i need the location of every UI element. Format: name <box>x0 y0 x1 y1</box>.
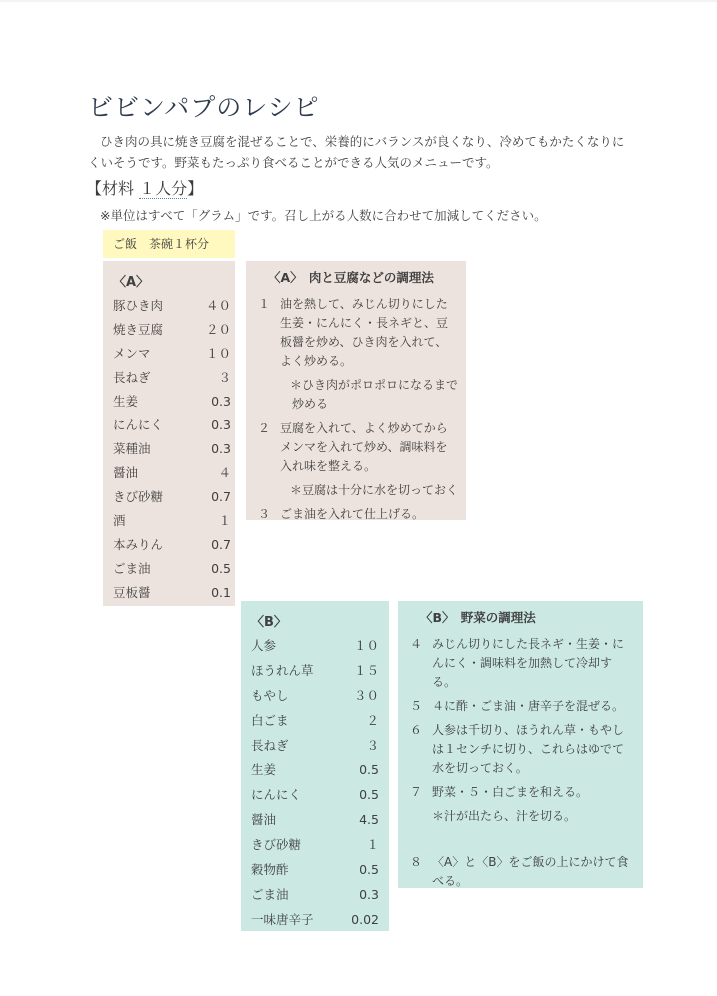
step-number: １ <box>258 297 271 311</box>
materials-heading-serving: １人分 <box>139 179 188 198</box>
ingredient-row <box>251 634 389 659</box>
ingredient-amount: １５ <box>353 662 379 678</box>
intro-paragraph: ひき肉の具に焼き豆腐を混ぜることで、栄養的にバランスが良くなり、冷めてもかたくなりにくいそうです。野菜もたっぷり食べることができる人気のメニューです。 <box>88 134 625 170</box>
ingredient-row <box>251 758 389 783</box>
steps-b-box <box>398 601 643 888</box>
ingredient-amount: 0.02 <box>351 911 379 927</box>
step-text: みじん切りにした長ネギ・生姜・にんにく・調味料を加熱して冷却する。 <box>432 637 625 689</box>
step-4 <box>410 635 635 692</box>
ingredient-row <box>113 437 235 461</box>
ingredient-amount: 0.7 <box>211 489 231 505</box>
ingredient-amount: 0.5 <box>359 762 379 778</box>
materials-heading-prefix: 【材料 <box>86 179 135 198</box>
ingredient-row <box>251 684 389 709</box>
ingredient-name: 本みりん <box>113 536 164 552</box>
ingredient-row <box>113 390 235 414</box>
ingredient-row <box>251 883 389 908</box>
ingredient-amount: ３ <box>218 369 231 385</box>
ingredients-a-header: 〈A〉 <box>113 275 150 290</box>
ingredient-name: 生姜 <box>251 762 277 778</box>
ingredient-amount: 0.7 <box>211 536 231 552</box>
step-text: 豆腐を入れて、よく炒めてからメンマを入れて炒め、調味料を入れ味を整える。 <box>280 421 448 473</box>
ingredient-row <box>113 294 235 318</box>
step-1 <box>258 295 458 371</box>
ingredient-row <box>113 413 235 437</box>
ingredient-row <box>251 908 389 933</box>
ingredient-name: 人参 <box>251 638 277 653</box>
spacer <box>410 831 635 853</box>
ingredient-amount: 0.5 <box>211 560 231 576</box>
step-text: ４に酢・ごま油・唐辛子を混ぜる。 <box>432 699 625 713</box>
ingredient-amount: １０ <box>205 345 231 361</box>
ingredient-name: 醤油 <box>251 812 277 828</box>
unit-note: ※単位はすべて「グラム」です。召し上がる人数に合わせて加減してください。 <box>100 208 547 223</box>
ingredient-name: 一味唐辛子 <box>251 911 314 927</box>
step-note: ＊ひき肉がポロポロになるまで炒める <box>290 378 459 411</box>
ingredient-row <box>113 342 235 366</box>
step-3 <box>258 505 458 524</box>
ingredient-name: きび砂糖 <box>113 489 164 505</box>
ingredients-b-header: 〈B〉 <box>251 615 287 630</box>
ingredient-name: 焼き豆腐 <box>113 321 164 337</box>
ingredient-row <box>113 533 235 557</box>
ingredient-name: 醤油 <box>113 465 139 481</box>
materials-heading-suffix: 】 <box>187 179 204 198</box>
ingredient-name: 穀物酢 <box>251 862 289 878</box>
ingredient-name: 長ねぎ <box>113 369 151 385</box>
ingredient-name: メンマ <box>113 345 151 361</box>
ingredient-row <box>113 461 235 485</box>
step-text: 〈A〉と〈B〉をご飯の上にかけて食べる。 <box>432 855 629 888</box>
ingredient-row <box>113 485 235 509</box>
materials-heading <box>86 176 203 199</box>
ingredient-name: 生姜 <box>113 393 139 409</box>
ingredient-amount: ２ <box>366 712 379 728</box>
steps-a-box <box>246 261 466 520</box>
ingredient-row <box>251 734 389 759</box>
ingredient-name: 酒 <box>113 513 126 529</box>
steps-b-header: 〈B〉 野菜の調理法 <box>420 610 536 625</box>
ingredient-amount: １ <box>218 513 231 529</box>
step-note: ＊豆腐は十分に水を切っておく <box>290 483 459 497</box>
step-number: ２ <box>258 421 271 435</box>
step-5 <box>410 697 635 716</box>
page-top-border <box>0 0 717 2</box>
page-title: ビビンパプのレシピ <box>88 93 320 122</box>
step-number: ７ <box>410 785 423 799</box>
ingredient-row <box>113 366 235 390</box>
step-number: ８ <box>410 855 423 869</box>
ingredient-row <box>251 659 389 684</box>
step-2 <box>258 419 458 476</box>
ingredient-amount: 0.3 <box>211 393 231 409</box>
ingredient-row <box>113 557 235 581</box>
ingredient-amount: １０ <box>353 638 379 653</box>
ingredient-amount: ２０ <box>205 321 231 337</box>
ingredient-row <box>251 808 389 833</box>
step-7 <box>410 783 635 802</box>
ingredient-row <box>113 509 235 533</box>
ingredient-amount: 0.3 <box>211 441 231 457</box>
step-number: ５ <box>410 699 423 713</box>
ingredient-amount: 0.3 <box>359 886 379 902</box>
ingredient-name: もやし <box>251 687 289 703</box>
ingredient-name: 豆板醤 <box>113 584 151 600</box>
ingredient-row <box>251 783 389 808</box>
rice-box: ご飯 茶碗１杯分 <box>103 230 235 258</box>
ingredient-amount: 0.3 <box>211 417 231 433</box>
ingredient-row <box>113 581 235 605</box>
step-text: 人参は千切り、ほうれん草・もやしは１センチに切り、これらはゆでて水を切っておく。 <box>432 723 625 775</box>
steps-a-header: 〈A〉 肉と豆腐などの調理法 <box>268 270 434 285</box>
ingredient-name: 白ごま <box>251 712 289 728</box>
ingredient-row <box>113 318 235 342</box>
ingredient-row <box>251 858 389 883</box>
ingredient-amount: 0.5 <box>359 862 379 878</box>
ingredient-amount: 0.5 <box>359 787 379 803</box>
step-text: 油を熱して、みじん切りにした生姜・にんにく・長ネギと、豆板醤を炒め、ひき肉を入れて、よく炒める。 <box>280 297 449 368</box>
ingredient-name: 豚ひき肉 <box>113 298 164 313</box>
ingredient-name: ごま油 <box>251 886 289 902</box>
ingredient-row <box>251 833 389 858</box>
ingredient-name: 長ねぎ <box>251 737 289 753</box>
step-6 <box>410 721 635 778</box>
ingredient-amount: １ <box>366 837 379 853</box>
ingredient-name: 菜種油 <box>113 441 151 457</box>
ingredient-amount: 4.5 <box>359 812 379 828</box>
ingredient-amount: ３０ <box>353 687 379 703</box>
ingredient-amount: ４０ <box>205 298 231 313</box>
ingredient-name: きび砂糖 <box>251 837 302 853</box>
ingredient-name: にんにく <box>251 787 302 803</box>
ingredient-name: ほうれん草 <box>251 662 314 678</box>
step-text: ごま油を入れて仕上げる。 <box>280 507 425 521</box>
step-number: ３ <box>258 507 271 521</box>
step-text: 野菜・５・白ごまを和える。 <box>432 785 589 799</box>
ingredient-name: にんにく <box>113 417 164 433</box>
step-number: ４ <box>410 637 423 651</box>
step-8 <box>410 853 635 891</box>
ingredient-amount: 0.1 <box>211 584 231 600</box>
ingredients-b-box <box>241 601 389 931</box>
ingredient-amount: ４ <box>218 465 231 481</box>
step-note-text: ＊汁が出たら、汁を切る。 <box>432 809 577 823</box>
step-note <box>410 807 635 826</box>
ingredients-a-box <box>103 261 235 606</box>
ingredient-name: ごま油 <box>113 560 151 576</box>
ingredient-amount: ３ <box>366 737 379 753</box>
step-number: ６ <box>410 723 423 737</box>
ingredient-row <box>251 709 389 734</box>
